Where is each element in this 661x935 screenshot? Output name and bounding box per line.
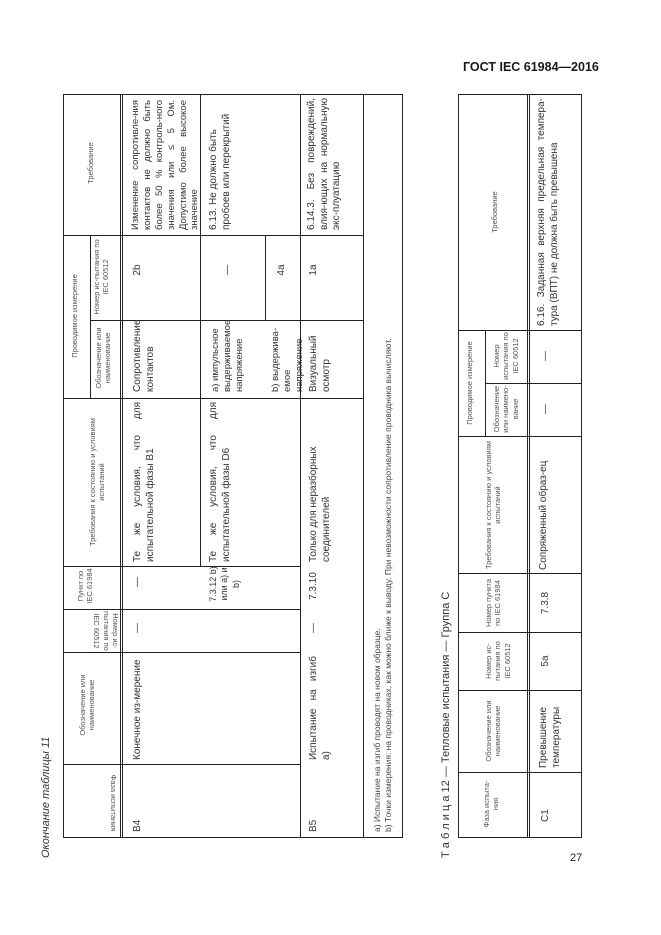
t11-r3-name: Испытание на изгиб a) [308,656,332,760]
t11-col-sep-phase [63,764,300,765]
t11-r2-requirement: 6.13. Не должно быть пробоев или перекрытий [208,113,232,230]
t11-footnote-a: a) Испытание на изгиб проводят на новом образце. [372,628,382,832]
table12 [458,94,582,838]
t12-r1-iec60512: 5a [540,655,551,667]
t12-head-clause: Номер пункта по IEC 61984 [484,579,503,628]
t12-head-iec60512: Номер ис-пытания по IEC 60512 [484,641,512,681]
t12-r1-phase: C1 [540,809,551,822]
t11-r3-meas-num: 1a [308,264,319,276]
t12-head-conditions: Требования к состоянию и условиям испытаний [484,441,503,569]
t12-r1-meas-num: — [540,351,551,361]
t11-head-name: Обозначение или наименование [78,674,97,736]
t12-r1-name: Превышение температуры [538,706,562,768]
t12-head-meas-name: Обозначение или наимено-вание [492,385,520,433]
t11-r3-clause: 7.3.10 [308,572,319,600]
t11-r1-clause: — [132,577,143,587]
t11-footnote-b: b) Точки измерения: на проводниках, как можно ближе к выводу. При невозможности сопротивление проводника вычисляют. [383,338,393,832]
t12-head-measurement: Проводимое измерение [465,341,474,425]
t11-head-phase: Фаза испытания [109,774,118,832]
t12-head-phase: Фаза испыта-ния [482,780,501,828]
table11-caption: Окончание таблицы 11 [40,736,52,858]
t11-r3-phase: B5 [308,819,319,832]
t11-head-clause: Пункт по IEC 61984 [76,568,95,604]
t11-r2-clause: 7.3.12 b) или a) и b) [208,566,241,602]
t11-r1-meas-name: Сопротивление контактов [132,319,156,392]
t12-col-sep-name [458,690,582,691]
t12-head-name: Обозначение или наименование [484,700,503,762]
t11-r1-iec60512: — [132,623,143,633]
t11-r1-phase: B4 [132,819,143,832]
t11-r1-name: Конечное из-мерение [132,659,143,760]
t11-head-measurement: Проводимое измерение [70,274,79,358]
t11-r2-meas-b-num: 4a [276,264,287,276]
t11-r3-iec60512: — [308,623,319,633]
t11-r2-meas-b-name: b) выдержива-емое напряжение [270,327,305,392]
t11-r1-meas-num: 2b [132,264,143,276]
standard-header: ГОСТ IEC 61984—2016 [463,60,599,74]
t11-col-sep-name [63,652,300,653]
t12-head-requirement: Требование [490,191,499,233]
t12-header-double-line [527,94,530,838]
t11-r3-meas-name: Визуальный осмотр [308,335,332,392]
table11 [63,94,403,838]
t11-col-sep-clause [63,566,300,567]
t12-col-sep-phase [458,772,582,773]
t11-r2-meas-a-num: — [222,265,233,275]
t12-r1-requirement: 6.16. Заданная верхняя предельная темпера-тура (ВПТ) не должна быть превышена [536,98,560,326]
t11-footnote-line [363,94,364,838]
t11-r1-requirement: Изменение сопротивле-ния контактов не должно быть более 50 % контроль-ного значения или ≤ 5 Ом. Допустимо более высокое значение [130,100,201,230]
t11-head-iec60512: Номер ис-пытания по IEC 60512 [92,611,120,651]
t12-r1-meas-name: — [540,404,551,414]
t11-r1-conditions: Те же условия, что для испытательной фазы В1 [132,402,156,562]
t11-head-requirement: Требование [86,142,95,184]
t12-col-sep-clause [458,573,582,574]
t12-r1-clause: 7.3.8 [540,591,551,615]
t11-head-conditions: Требования к состоянию и условиям испытаний [88,418,107,546]
t12-r1-conditions: Сопряженный образ-ец [538,460,549,570]
t12-head-meas-num: Номер испытания по IEC 60512 [492,332,520,380]
t11-header-double-line [120,94,123,838]
t11-row-sep-b5 [300,94,301,838]
t11-r2-meas-a-name: a) импульсное выдерживаемое напряжение [210,319,245,392]
t11-r3-conditions: Только для неразборных соединителей [308,446,332,562]
page-number: 27 [570,852,583,864]
t11-r2-conditions: Те же условия, что для испытательной фазы D6 [208,402,232,562]
t11-measure-subhead-line [90,235,91,398]
t11-r3-requirement: 6.14.3. Без повреждений, влия-ющих на нормальную экс-плуатацию [306,98,342,230]
t12-col-sep-iec60512 [458,632,582,633]
t11-head-meas-num: Номер ис-пытания по IEC 60512 [92,239,111,315]
t12-col-sep-conditions [458,436,582,437]
t11-col-sep-conditions [63,398,363,399]
t11-head-meas-name: Обозначение или наименование [94,327,113,389]
table12-caption: Т а б л и ц а 12 — Тепловые испытания — Группа С [440,591,452,858]
t11-row-sep-b5ab [265,235,266,320]
